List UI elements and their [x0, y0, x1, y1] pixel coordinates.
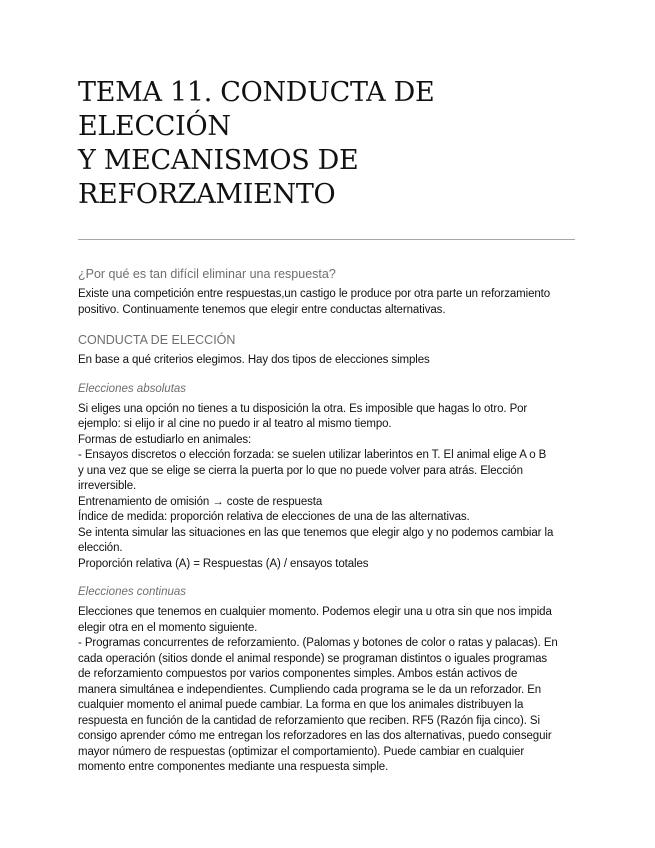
text-line: respuesta en función de la cantidad de reforzamiento que reciben. RF5 (Razón fija cinco). Si — [78, 714, 540, 727]
text-line: Elecciones que tenemos en cualquier momento. Podemos elegir una u otra sin que nos impida — [78, 606, 552, 618]
text-line: ejemplo: si elijo ir al cine no puedo ir al teatro al mismo tiempo. — [78, 418, 392, 430]
text-line: consigo aprender cómo me entregan los reforzadores en las dos alternativas, puedo conseguir — [78, 730, 552, 742]
text-line: irreversible. — [78, 480, 137, 492]
text-line: positivo. Continuamente tenemos que elegir entre conductas alternativas. — [78, 303, 446, 316]
text-line: - Programas concurrentes de reforzamiento. (Palomas y botones de color o ratas y palacas). En — [78, 637, 558, 649]
text-line: Si eliges una opción no tienes a tu disposición la otra. Es imposible que hagas lo otro. Por — [78, 402, 528, 415]
text-line: Se intenta simular las situaciones en las que tenemos que elegir algo y no podemos cambiar la — [78, 526, 554, 539]
text-line: - Ensayos discretos o elección forzada: se suelen utilizar laberintos en T. El animal elige A o B — [78, 449, 547, 461]
title-line-2: Y MECANISMOS DE — [78, 145, 359, 176]
document-page — [78, 0, 578, 776]
text-line: elección. — [78, 542, 123, 554]
text-line: Proporción relativa (A) = Respuestas (A) / ensayos totales — [78, 557, 369, 570]
text-line: momento entre componentes mediante una respuesta simple. — [78, 761, 389, 773]
title-divider — [78, 239, 575, 240]
text-line: mayor número de respuestas (optimizar el comportamiento). Puede cambiar en cualquier — [78, 745, 525, 758]
text-line: Índice de medida: proporción relativa de elecciones de una de las alternativas. — [78, 511, 470, 523]
text-line: Existe una competición entre respuestas,un castigo le produce por otra parte un reforzamiento — [78, 288, 551, 300]
title-line-3: REFORZAMIENTO — [78, 179, 336, 210]
question-heading: ¿Por qué es tan difícil eliminar una respuesta? — [78, 267, 336, 281]
section-intro — [78, 353, 578, 369]
subheading-continuas: Elecciones continuas — [78, 586, 187, 598]
section-heading-conducta: CONDUCTA DE ELECCIÓN — [78, 333, 236, 347]
text-line: y una vez que se elige se cierra la puerta por lo que no puede volver para atrás. Elección — [78, 464, 523, 477]
text-line: elegir otra en el momento siguiente. — [78, 621, 258, 634]
text-line: cada operación (sitios donde el animal responde) se programan distintos o iguales programas — [78, 652, 548, 665]
title-line-1: TEMA 11. CONDUCTA DE ELECCIÓN — [78, 77, 435, 142]
text-line: Entrenamiento de omisión → coste de respuesta — [78, 495, 323, 508]
text-line: Formas de estudiarlo en animales: — [78, 433, 252, 446]
text-line: manera simultánea e independientes. Cumpliendo cada programa se le da un reforzador. En — [78, 683, 542, 696]
continuas-body — [78, 605, 578, 776]
text-line: En base a qué criterios elegimos. Hay dos tipos de elecciones simples — [78, 354, 430, 366]
absolutas-body — [78, 402, 578, 573]
text-line: cualquier momento el animal puede cambiar. La forma en que los animales distribuyen la — [78, 699, 524, 711]
page-title — [78, 0, 578, 212]
text-line: de reforzamiento compuestos por varios componentes simples. Ambos están activos de — [78, 668, 518, 680]
subheading-absolutas: Elecciones absolutas — [78, 382, 187, 395]
question-body — [78, 287, 578, 318]
